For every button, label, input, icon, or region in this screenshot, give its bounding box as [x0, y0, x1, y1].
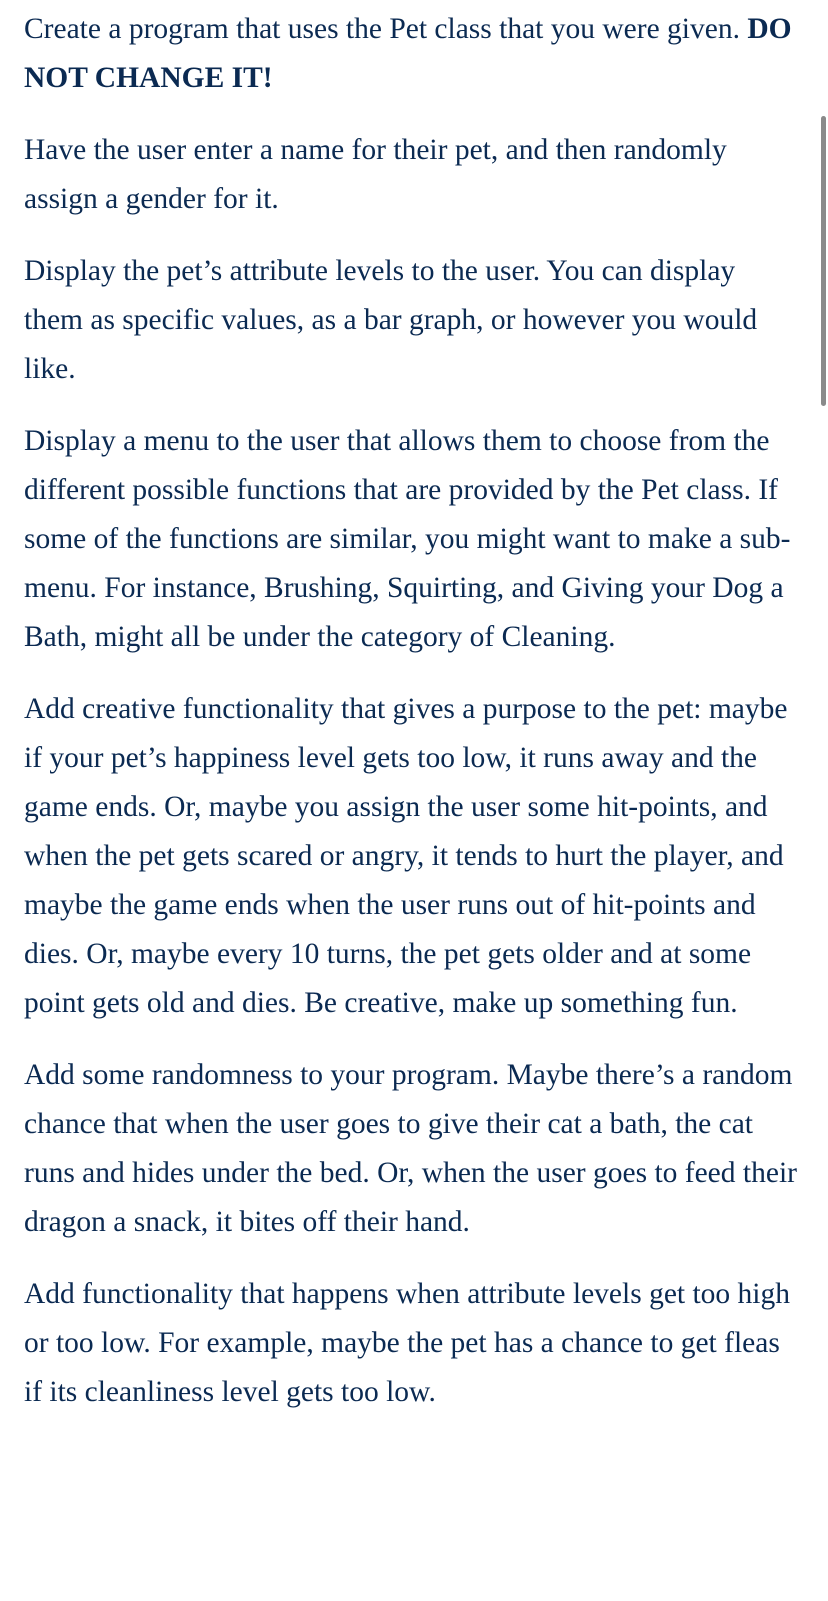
paragraph-randomness: Add some randomness to your program. Maybe there’s a random chance that when the user goes to give their cat a bath, the cat runs and hides under the bed. Or, when the user goes to feed their dragon a snack, it bites off their hand.: [24, 1059, 797, 1238]
paragraph-intro: [24, 5, 800, 103]
paragraph-name-gender: Have the user enter a name for their pet, and then randomly assign a gender for it.: [24, 134, 727, 215]
scrollbar-thumb[interactable]: [821, 116, 826, 406]
paragraph-creative: Add creative functionality that gives a purpose to the pet: maybe if your pet’s happiness level gets too low, it runs away and the game ends. Or, maybe you assign the user some hit-points, and when the pet gets scared or angry, it tends to hurt the player, and maybe the game ends when the user runs out of hit-points and dies. Or, maybe every 10 turns, the pet gets older and at some point gets old and dies. Be creative, make up something fun.: [24, 693, 788, 1019]
paragraph-thresholds: Add functionality that happens when attribute levels get too high or too low. For example, maybe the pet has a chance to get fleas if its cleanliness level gets too low.: [24, 1278, 791, 1408]
intro-text: Create a program that uses the Pet class that you were given.: [24, 13, 748, 45]
paragraph-attributes: Display the pet’s attribute levels to the user. You can display them as specific values, as a bar graph, or however you would like.: [24, 255, 758, 385]
warning-emphasis: DO NOT CHANGE IT!: [24, 13, 792, 94]
paragraph-menu: Display a menu to the user that allows them to choose from the different possible functions that are provided by the Pet class. If some of the functions are similar, you might want to make a sub-menu. For instance, Brushing, Squirting, and Giving your Dog a Bath, might all be under the category of Cleaning.: [24, 425, 791, 653]
document-body: [24, 5, 800, 1440]
